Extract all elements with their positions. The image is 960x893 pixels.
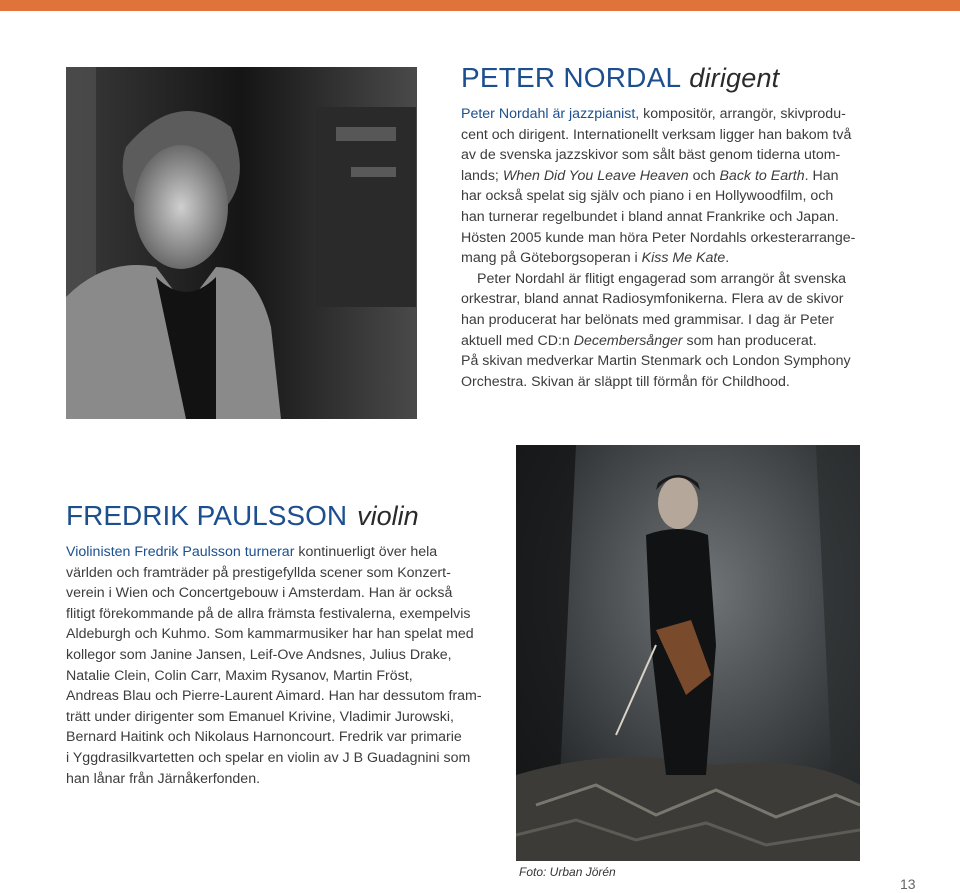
album-title: When Did You Leave Heaven (502, 167, 689, 184)
text-line: trätt under dirigenter som Emanuel Krivine, Vladimir Jurowski, (66, 708, 454, 725)
fredrik-paulsson-photo (516, 445, 860, 861)
paulsson-bio (66, 542, 486, 789)
text-line: Bernard Haitink och Nikolaus Harnoncourt. Fredrik var primarie (66, 729, 462, 746)
text-line: kollegor som Janine Jansen, Leif-Ove Andsnes, Julius Drake, (66, 646, 452, 663)
text-line: har också spelat sig själv och piano i en Hollywoodfilm, och (461, 188, 834, 205)
text-line: av de svenska jazzskivor som sålt bäst genom tiderna utom- (461, 147, 841, 164)
text-line: Orchestra. Skivan är släppt till förmån för Childhood. (461, 373, 790, 390)
text-line: Peter Nordahl är jazzpianist, kompositör, arrangör, skivprodu- (461, 106, 846, 122)
text-line: i Yggdrasilkvartetten och spelar en violin av J B Guadagnini som (66, 749, 471, 766)
album-title: Back to Earth (719, 167, 805, 184)
text-line: mang på Göteborgsoperan i Kiss Me Kate. (461, 250, 730, 267)
text-line: På skivan medverkar Martin Stenmark och London Symphony (461, 353, 851, 370)
text-line: lands; When Did You Leave Heaven och Back to Earth. Han (461, 167, 839, 184)
peter-nordal-photo (66, 67, 417, 419)
paulsson-role: violin (357, 501, 419, 531)
text-line: Hösten 2005 kunde man höra Peter Nordahls orkesterarrange- (461, 229, 856, 246)
paulsson-heading (66, 500, 419, 532)
text-line: han turnerar regelbundet i bland annat Frankrike och Japan. (461, 208, 839, 225)
text-line: han lånar från Järnåkerfonden. (66, 770, 261, 787)
top-accent-bar (0, 0, 960, 11)
nordal-bio (461, 104, 856, 392)
text-line: cent och dirigent. Internationellt verksam ligger han bakom två (461, 126, 852, 143)
nordal-name: PETER NORDAL (461, 62, 682, 93)
page-number: 13 (900, 876, 916, 892)
paulsson-name: FREDRIK PAULSSON (66, 500, 348, 531)
text-line: han producerat har belönats med grammisar. I dag är Peter (461, 311, 835, 328)
production-title: Kiss Me Kate (641, 250, 726, 267)
photo-credit: Foto: Urban Jörén (519, 865, 616, 879)
nordal-heading (461, 62, 779, 94)
text-line: Andreas Blau och Pierre-Laurent Aimard. Han har dessutom fram- (66, 688, 482, 705)
text-line: aktuell med CD:n Decembersånger som han producerat. (461, 332, 817, 349)
text-line: orkestrar, bland annat Radiosymfonikerna. Flera av de skivor (461, 291, 844, 308)
album-title: Decembersånger (573, 332, 683, 349)
text-line: Violinisten Fredrik Paulsson turnerar kontinuerligt över hela (66, 544, 438, 560)
text-line: flitigt förekommande på de allra främsta festivalerna, exempelvis (66, 605, 471, 622)
text-line: Aldeburgh och Kuhmo. Som kammarmusiker har han spelat med (66, 626, 474, 643)
nordal-role: dirigent (689, 63, 780, 93)
text-line: verein i Wien och Concertgebouw i Amsterdam. Han är också (66, 585, 453, 602)
text-line: Peter Nordahl är flitigt engagerad som arrangör åt svenska (477, 270, 847, 287)
text-line: Natalie Clein, Colin Carr, Maxim Rysanov, Martin Fröst, (66, 667, 413, 684)
text-line: världen och framträder på prestigefyllda scener som Konzert- (66, 564, 451, 581)
